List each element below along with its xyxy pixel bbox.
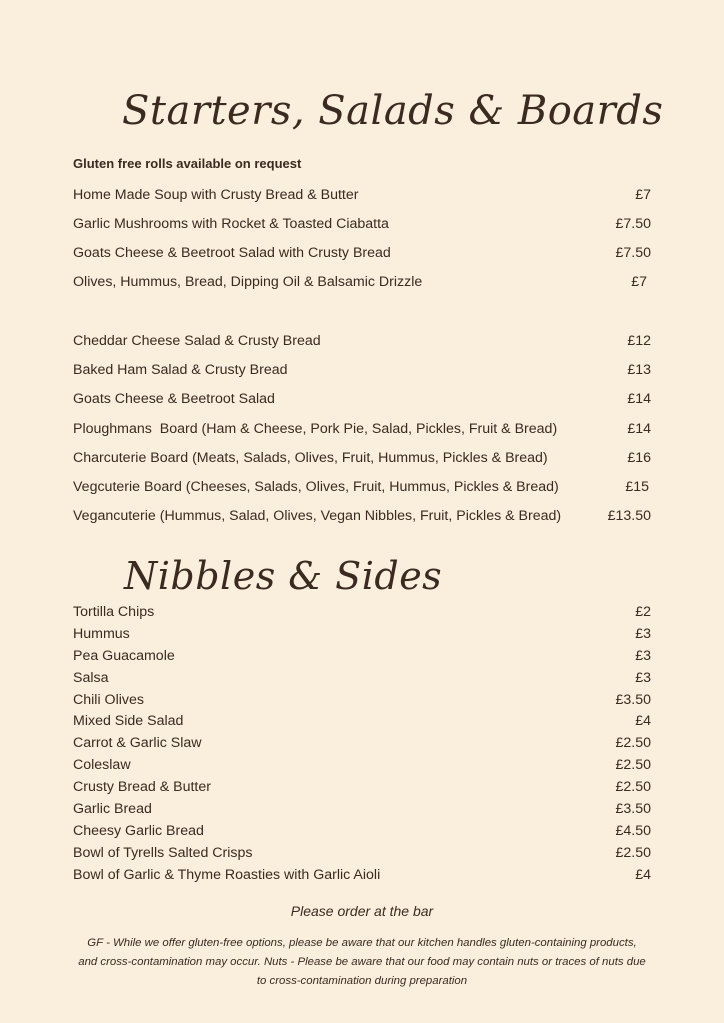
menu-item: [73, 187, 651, 216]
item-name: Garlic Bread: [73, 801, 152, 818]
item-price: £4: [635, 866, 651, 883]
item-name: Salsa: [73, 669, 109, 686]
item-price: £2.50: [615, 844, 651, 861]
menu-item: [73, 670, 651, 692]
item-price: £16: [627, 449, 651, 466]
item-price: £13.50: [607, 508, 651, 525]
menu-item: [73, 648, 651, 670]
item-price: £7: [631, 274, 647, 290]
order-at-bar-note: Please order at the bar: [290, 903, 434, 919]
allergen-line: GF - While we offer gluten-free options, please be aware that our kitchen handles gluten-containing products,: [87, 937, 637, 949]
menu-item: [73, 421, 651, 450]
nibbles-heading: Nibbles & Sides: [124, 554, 443, 598]
menu-item: [73, 450, 651, 479]
item-price: £4.50: [615, 822, 651, 839]
item-name: Goats Cheese & Beetroot Salad with Crusty Bread: [73, 245, 391, 261]
item-name: Chili Olives: [73, 691, 144, 708]
item-name: Cheddar Cheese Salad & Crusty Bread: [73, 333, 321, 349]
menu-item: [73, 391, 651, 420]
item-price: £3.50: [615, 801, 651, 818]
item-price: £3: [635, 647, 651, 664]
item-name: Goats Cheese & Beetroot Salad: [73, 391, 275, 408]
starters-list: [73, 187, 651, 303]
menu-item: [73, 245, 651, 274]
item-price: £7.50: [615, 216, 651, 232]
item-name: Bowl of Garlic & Thyme Roasties with Garlic Aioli: [73, 866, 381, 883]
menu-item: [73, 823, 651, 845]
menu-item: [73, 713, 651, 735]
item-name: Vegancuterie (Hummus, Salad, Olives, Vegan Nibbles, Fruit, Pickles & Bread): [73, 508, 562, 525]
item-name: Charcuterie Board (Meats, Salads, Olives, Fruit, Hummus, Pickles & Bread): [73, 449, 548, 466]
item-price: £3: [635, 669, 651, 686]
item-name: Vegcuterie Board (Cheeses, Salads, Olives, Fruit, Hummus, Pickles & Bread): [73, 478, 559, 495]
item-price: £2.50: [615, 779, 651, 796]
menu-item: [73, 801, 651, 823]
nibbles-list: [73, 604, 651, 889]
item-name: Cheesy Garlic Bread: [73, 822, 204, 839]
menu-item: [73, 845, 651, 867]
item-price: £4: [635, 713, 651, 730]
menu-item: [73, 757, 651, 779]
item-price: £3.50: [615, 691, 651, 708]
item-name: Baked Ham Salad & Crusty Bread: [73, 362, 288, 379]
item-name: Crusty Bread & Butter: [73, 779, 211, 796]
allergen-line: to cross-contamination during preparation: [256, 975, 468, 987]
item-name: Coleslaw: [73, 757, 131, 774]
item-price: £2: [635, 604, 651, 620]
item-name: Mixed Side Salad: [73, 713, 184, 730]
starters-heading: Starters, Salads & Boards: [122, 88, 664, 134]
allergen-line: and cross-contamination may occur. Nuts - Please be aware that our food may contain nuts or traces of nuts due: [78, 956, 646, 968]
menu-item: [73, 216, 651, 245]
menu-item: [73, 274, 651, 303]
item-price: £3: [635, 625, 651, 642]
gluten-free-note: Gluten free rolls available on request: [73, 156, 302, 171]
item-price: £15: [625, 478, 649, 495]
item-price: £14: [627, 391, 651, 408]
menu-item: [73, 333, 651, 362]
menu-item: [73, 867, 651, 889]
menu-item: [73, 626, 651, 648]
menu-item: [73, 362, 651, 391]
menu-item: [73, 604, 651, 626]
item-name: Olives, Hummus, Bread, Dipping Oil & Balsamic Drizzle: [73, 274, 423, 290]
item-price: £7: [635, 187, 651, 203]
item-price: £2.50: [615, 735, 651, 752]
menu-item: [73, 479, 651, 508]
item-name: Garlic Mushrooms with Rocket & Toasted Ciabatta: [73, 216, 389, 232]
item-price: £13: [627, 362, 651, 379]
menu-item: [73, 779, 651, 801]
item-price: £7.50: [615, 245, 651, 261]
item-name: Carrot & Garlic Slaw: [73, 735, 202, 752]
item-price: £2.50: [615, 757, 651, 774]
menu-item: [73, 692, 651, 714]
item-name: Ploughmans Board (Ham & Cheese, Pork Pie, Salad, Pickles, Fruit & Bread): [73, 420, 558, 437]
item-name: Bowl of Tyrells Salted Crisps: [73, 844, 253, 861]
menu-item: [73, 735, 651, 757]
item-price: £12: [627, 333, 651, 349]
item-name: Hummus: [73, 625, 130, 642]
allergen-notice: [40, 934, 684, 991]
item-name: Pea Guacamole: [73, 647, 175, 664]
item-name: Home Made Soup with Crusty Bread & Butter: [73, 187, 359, 203]
menu-item: [73, 508, 651, 537]
salads-boards-list: [73, 333, 651, 537]
item-name: Tortilla Chips: [73, 604, 155, 620]
item-price: £14: [627, 420, 651, 437]
